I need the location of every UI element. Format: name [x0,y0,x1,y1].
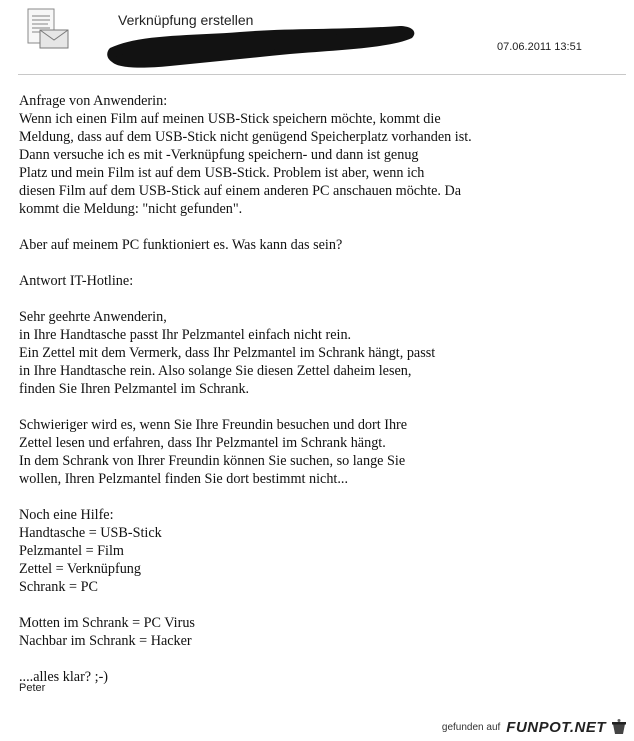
body-line: Platz und mein Film ist auf dem USB-Stick. Problem ist aber, wenn ich [19,165,425,181]
watermark-label: gefunden auf [441,721,501,733]
body-paragraph [19,308,614,398]
body-line: Noch eine Hilfe: [19,507,114,523]
body-line: diesen Film auf dem USB-Stick auf einem anderen PC anschauen möchte. Da [19,183,462,199]
body-line: Zettel = Verknüpfung [19,561,141,577]
body-line: in Ihre Handtasche rein. Also solange Sie diesen Zettel daheim lesen, [19,363,412,379]
body-line: Nachbar im Schrank = Hacker [19,633,192,649]
body-line: Pelzmantel = Film [19,543,124,559]
body-paragraph [19,416,614,488]
body-line: Zettel lesen und erfahren, dass Ihr Pelzmantel im Schrank hängt. [19,435,386,451]
body-line: in Ihre Handtasche passt Ihr Pelzmantel einfach nicht rein. [19,327,352,343]
body-paragraph [19,506,614,596]
body-line: Schwieriger wird es, wenn Sie Ihre Freundin besuchen und dort Ihre [19,417,408,433]
body-line: Wenn ich einen Film auf meinen USB-Stick speichern möchte, kommt die [19,111,441,127]
body-line: Handtasche = USB-Stick [19,525,162,541]
body-line: In dem Schrank von Ihrer Freundin können Sie suchen, so lange Sie [19,453,406,469]
body-line: ....alles klar? ;-) [19,669,109,685]
body-paragraph [19,614,614,650]
body-line: wollen, Ihren Pelzmantel finden Sie dort bestimmt nicht... [19,471,349,487]
body-line: Dann versuche ich es mit -Verknüpfung speichern- und dann ist genug [19,147,419,163]
body-line: kommt die Meldung: "nicht gefunden". [19,201,243,217]
redaction-mark [100,22,420,72]
body-paragraph [19,236,614,254]
signature: Peter [19,682,46,694]
body-line: Ein Zettel mit dem Vermerk, dass Ihr Pelzmantel im Schrank hängt, passt [19,345,436,361]
body-line: finden Sie Ihren Pelzmantel im Schrank. [19,381,250,397]
body-paragraph [19,92,614,218]
document-envelope-icon [26,8,70,50]
body-line: Motten im Schrank = PC Virus [19,615,195,631]
body-line: Meldung, dass auf dem USB-Stick nicht genügend Speicherplatz vorhanden ist. [19,129,472,145]
body-line: Aber auf meinem PC funktioniert es. Was kann das sein? [19,237,343,253]
email-subject: Verknüpfung erstellen [118,12,254,28]
email-body [19,92,614,704]
body-line: Anfrage von Anwenderin: [19,93,168,109]
body-line: Schrank = PC [19,579,98,595]
body-paragraph [19,272,614,290]
email-date: 07.06.2011 13:51 [497,41,582,53]
source-watermark [442,718,628,736]
header-divider [18,74,626,75]
body-line: Antwort IT-Hotline: [19,273,134,289]
body-line: Sehr geehrte Anwenderin, [19,309,167,325]
watermark-brand: FUNPOT.NET [506,718,606,736]
funpot-pot-icon [610,718,628,736]
body-paragraph [19,668,614,686]
